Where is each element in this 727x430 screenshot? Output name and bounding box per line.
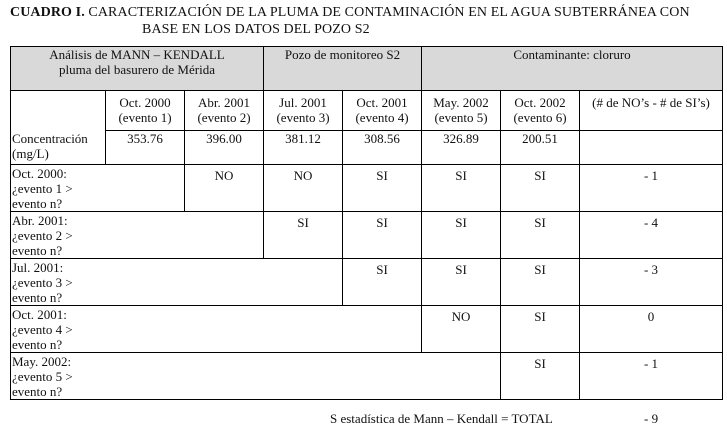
events-row	[11, 91, 723, 131]
comparison-label-line: evento n?	[12, 384, 63, 399]
comparison-result: SI	[343, 212, 422, 259]
comparison-result: SI	[501, 259, 580, 306]
comparison-label	[11, 306, 422, 353]
comparison-label-line: Oct. 2000:	[12, 166, 67, 181]
comparison-result: SI	[422, 212, 501, 259]
comparison-label-line: evento n?	[12, 243, 63, 258]
comparison-result: NO	[185, 165, 264, 212]
comparison-label-line: ¿evento 5 >	[12, 369, 73, 384]
event-date: Oct. 2002	[514, 95, 566, 111]
event-header	[264, 91, 343, 131]
comparison-diff: - 4	[580, 212, 723, 259]
comparison-row	[11, 306, 723, 353]
event-date: Jul. 2001	[279, 95, 327, 111]
comparison-diff: 0	[580, 306, 723, 353]
caption-line-1: CARACTERIZACIÓN DE LA PLUMA DE CONTAMINACIÓN EN EL AGUA SUBTERRÁNEA CON	[88, 5, 690, 20]
total-label: S estadística de Mann – Kendall = TOTAL	[330, 411, 553, 426]
comparison-result: SI	[501, 306, 580, 353]
comparison-label-line: Jul. 2001:	[12, 260, 64, 275]
comparison-label	[11, 165, 185, 212]
analysis-header	[11, 47, 264, 91]
comparison-label	[11, 353, 501, 400]
event-date: Abr. 2001	[198, 95, 250, 111]
comparison-diff: - 1	[580, 353, 723, 400]
comparison-result: SI	[264, 212, 343, 259]
contaminant-header: Contaminante: cloruro	[422, 47, 723, 91]
mann-kendall-table	[10, 46, 723, 400]
comparison-row	[11, 259, 723, 306]
concentration-value: 381.12	[264, 130, 343, 164]
comparison-label-line: ¿evento 3 >	[12, 275, 73, 290]
comparison-result: NO	[422, 306, 501, 353]
well-header: Pozo de monitoreo S2	[264, 47, 422, 91]
comparison-result: SI	[422, 165, 501, 212]
event-number: (evento 6)	[513, 110, 567, 126]
comparison-label-line: Abr. 2001:	[12, 213, 68, 228]
comparison-result: SI	[501, 353, 580, 400]
total-value: - 9	[644, 411, 659, 426]
comparison-label-line: evento n?	[12, 196, 63, 211]
event-header	[185, 91, 264, 131]
event-date: Oct. 2001	[356, 95, 408, 111]
concentration-diff-empty	[580, 130, 723, 164]
comparison-result: SI	[343, 259, 422, 306]
comparison-label-line: ¿evento 1 >	[12, 181, 73, 196]
comparison-result: SI	[501, 212, 580, 259]
analysis-header-line-2: pluma del basurero de Mérida	[59, 62, 215, 77]
concentration-label-line-2: (mg/L)	[12, 146, 49, 161]
header-row	[11, 47, 723, 91]
comparison-row	[11, 212, 723, 259]
comparison-label-line: Oct. 2001:	[12, 307, 67, 322]
event-date: May. 2002	[433, 95, 489, 111]
concentration-value: 353.76	[106, 130, 185, 164]
comparison-result: NO	[264, 165, 343, 212]
comparison-result: SI	[343, 165, 422, 212]
comparison-label-line: evento n?	[12, 337, 63, 352]
event-header	[106, 91, 185, 131]
analysis-header-line-1: Análisis de MANN – KENDALL	[49, 47, 225, 62]
event-number: (evento 1)	[118, 110, 172, 126]
comparison-label	[11, 212, 264, 259]
event-header	[422, 91, 501, 131]
concentration-label-line-1: Concentración	[12, 131, 88, 146]
caption-line-2: BASE EN LOS DATOS DEL POZO S2	[142, 22, 370, 37]
difference-header: (# de NO’s - # de SI’s)	[580, 91, 723, 131]
comparison-row	[11, 165, 723, 212]
comparison-label-line: May. 2002:	[12, 354, 72, 369]
comparison-row	[11, 353, 723, 400]
comparison-label-line: ¿evento 4 >	[12, 322, 73, 337]
event-header	[501, 91, 580, 131]
event-number: (evento 5)	[434, 110, 488, 126]
comparison-result: SI	[422, 259, 501, 306]
comparison-label	[11, 259, 343, 306]
concentration-value: 326.89	[422, 130, 501, 164]
event-number: (evento 4)	[355, 110, 409, 126]
comparison-label-line: ¿evento 2 >	[12, 228, 73, 243]
event-date: Oct. 2000	[119, 95, 171, 111]
comparison-label-line: evento n?	[12, 290, 63, 305]
concentration-row	[11, 130, 723, 164]
concentration-value: 200.51	[501, 130, 580, 164]
comparison-diff: - 1	[580, 165, 723, 212]
event-header	[343, 91, 422, 131]
event-number: (evento 3)	[276, 110, 330, 126]
comparison-diff: - 3	[580, 259, 723, 306]
table-caption	[10, 4, 722, 38]
concentration-value: 308.56	[343, 130, 422, 164]
comparison-result: SI	[501, 165, 580, 212]
caption-label: CUADRO I.	[10, 5, 85, 20]
concentration-label	[11, 91, 106, 165]
event-number: (evento 2)	[197, 110, 251, 126]
concentration-value: 396.00	[185, 130, 264, 164]
